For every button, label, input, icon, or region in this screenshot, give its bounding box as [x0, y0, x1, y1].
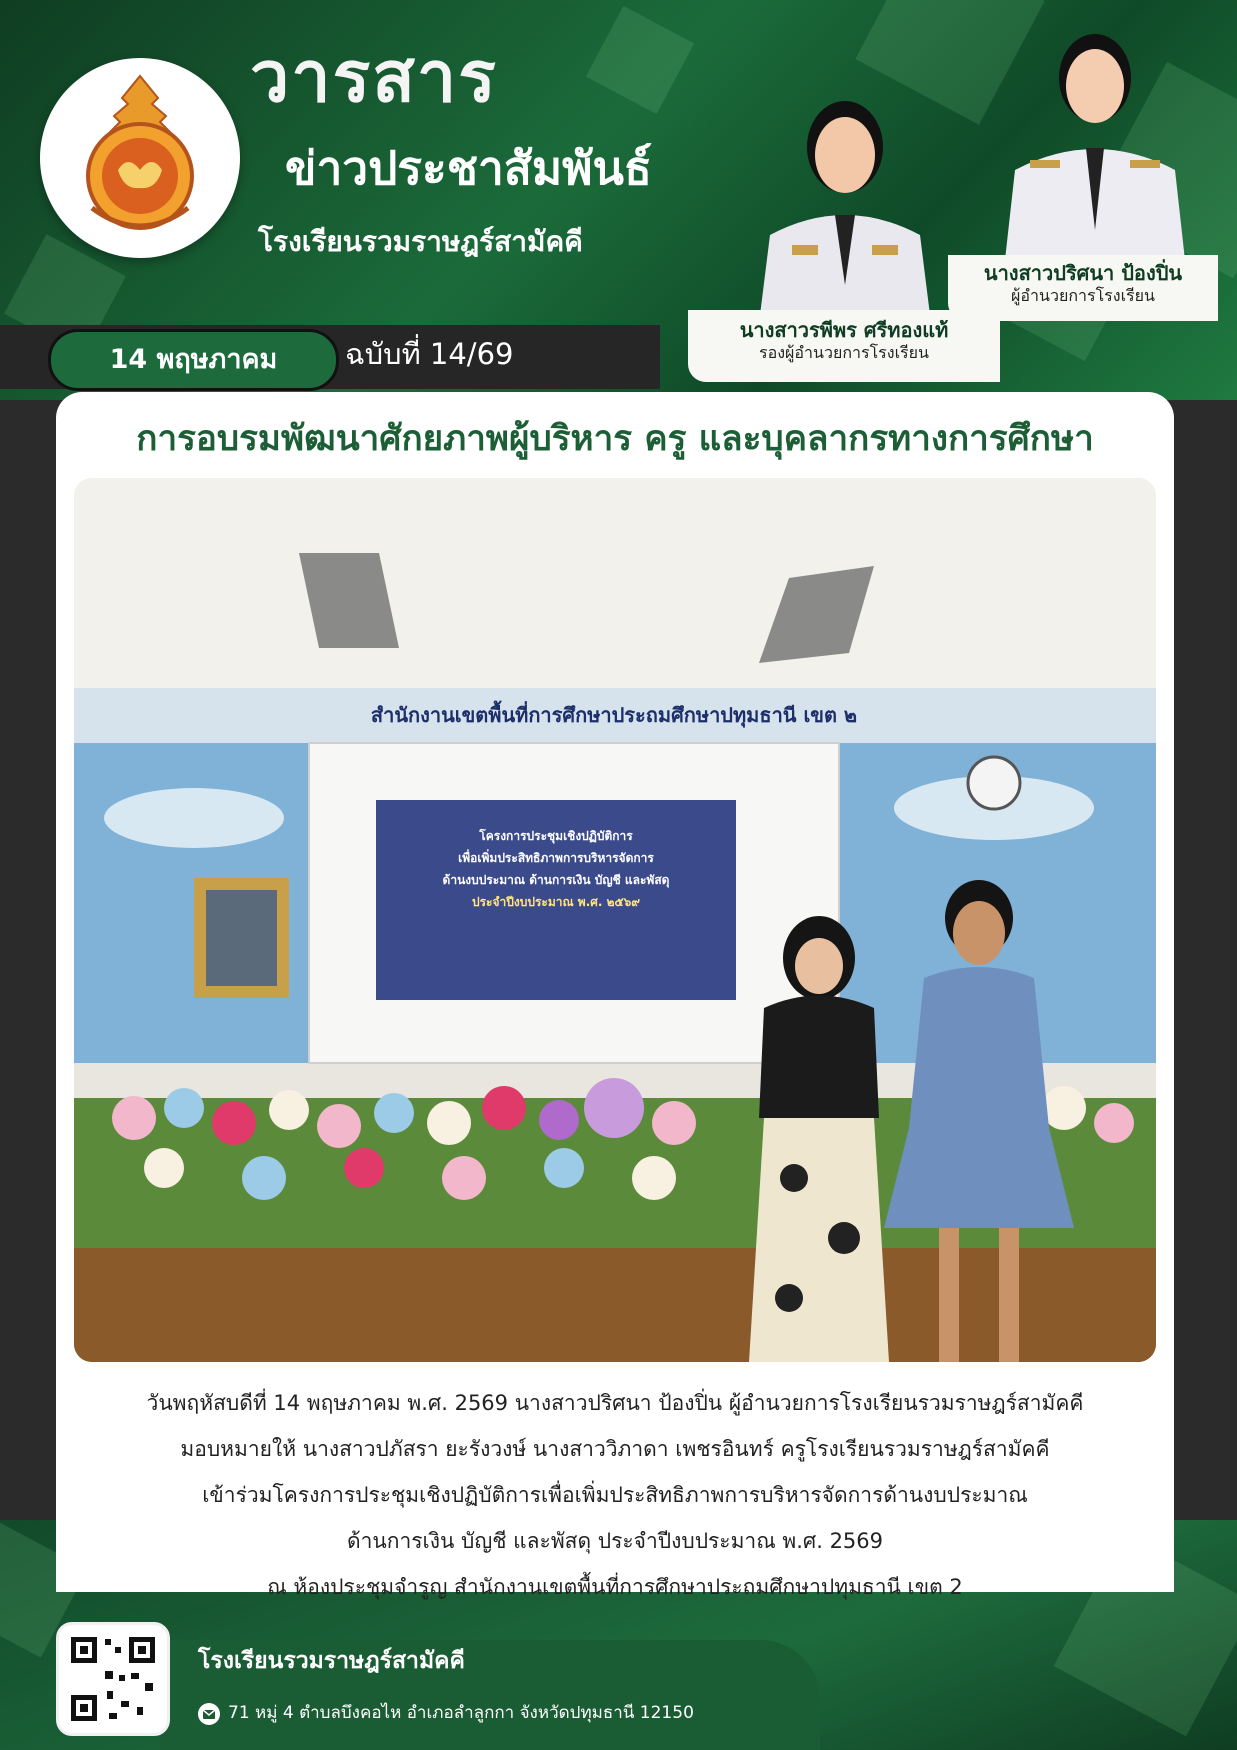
issue-number: ฉบับที่ 14/69 — [345, 337, 514, 371]
caption-line-4: ด้านการเงิน บัญชี และพัสดุ ประจำปีงบประมาณ พ.ศ. 2569 — [346, 1529, 884, 1553]
article-headline: การอบรมพัฒนาศักยภาพผู้บริหาร ครู และบุคลากรทางการศึกษา — [136, 419, 1094, 459]
event-photo — [74, 478, 1156, 1362]
slide-line-2: เพื่อเพิ่มประสิทธิภาพการบริหารจัดการ — [458, 851, 654, 865]
deputy-name: นางสาวรพีพร ศรีทองแท้ — [739, 318, 949, 342]
wall-clock — [968, 757, 1020, 809]
caption-line-3: เข้าร่วมโครงการประชุมเชิงปฏิบัติการเพื่อเพิ่มประสิทธิภาพการบริหารจัดการด้านงบประมาณ — [202, 1483, 1028, 1507]
footer-school-name: โรงเรียนรวมราษฎร์สามัคคี — [198, 1648, 465, 1674]
mail-icon — [198, 1703, 220, 1725]
newsletter-subtitle: ข่าวประชาสัมพันธ์ — [285, 141, 653, 195]
director-name: นางสาวปริศนา ป้องปิ่น — [983, 261, 1183, 285]
caption-line-5: ณ ห้องประชุมจำรูญ สำนักงานเขตพื้นที่การศึกษาประถมศึกษาปทุมธานี เขต 2 — [267, 1575, 963, 1599]
footer-address: 71 หมู่ 4 ตำบลบึงคอไห อำเภอลำลูกกา จังหวัดปทุมธานี 12150 — [228, 1703, 694, 1723]
qr-code-icon — [59, 1625, 167, 1733]
slide-line-1: โครงการประชุมเชิงปฏิบัติการ — [479, 829, 633, 843]
school-logo — [40, 58, 240, 258]
director-role: ผู้อำนวยการโรงเรียน — [1011, 286, 1155, 305]
school-name: โรงเรียนรวมราษฎร์สามัคคี — [258, 225, 583, 258]
qr-code[interactable] — [56, 1622, 170, 1736]
article-caption — [56, 1380, 1174, 1610]
deputy-role: รองผู้อำนวยการโรงเรียน — [759, 343, 929, 362]
slide-line-4: ประจำปีงบประมาณ พ.ศ. ๒๕๖๙ — [471, 895, 641, 909]
portrait-director — [990, 20, 1200, 260]
issue-date: 14 พฤษภาคม — [48, 329, 339, 391]
school-emblem-icon — [40, 58, 240, 258]
caption-line-2: มอบหมายให้ นางสาวปภัสรา ยะรังวงษ์ นางสาววิภาดา เพชรอินทร์ ครูโรงเรียนรวมราษฎร์สามัคคี — [180, 1437, 1050, 1461]
portrait-deputy — [740, 85, 950, 315]
nameplate-deputy — [688, 310, 1000, 382]
slide-line-3: ด้านงบประมาณ ด้านการเงิน บัญชี และพัสดุ — [442, 873, 670, 887]
newsletter-title: วารสาร — [250, 36, 498, 118]
caption-line-1: วันพฤหัสบดีที่ 14 พฤษภาคม พ.ศ. 2569 นางสาวปริศนา ป้องปิ่น ผู้อำนวยการโรงเรียนรวมราษฎร์สามัคคี — [146, 1391, 1084, 1415]
slide-banner-text: สำนักงานเขตพื้นที่การศึกษาประถมศึกษาปทุมธานี เขต ๒ — [370, 703, 858, 727]
